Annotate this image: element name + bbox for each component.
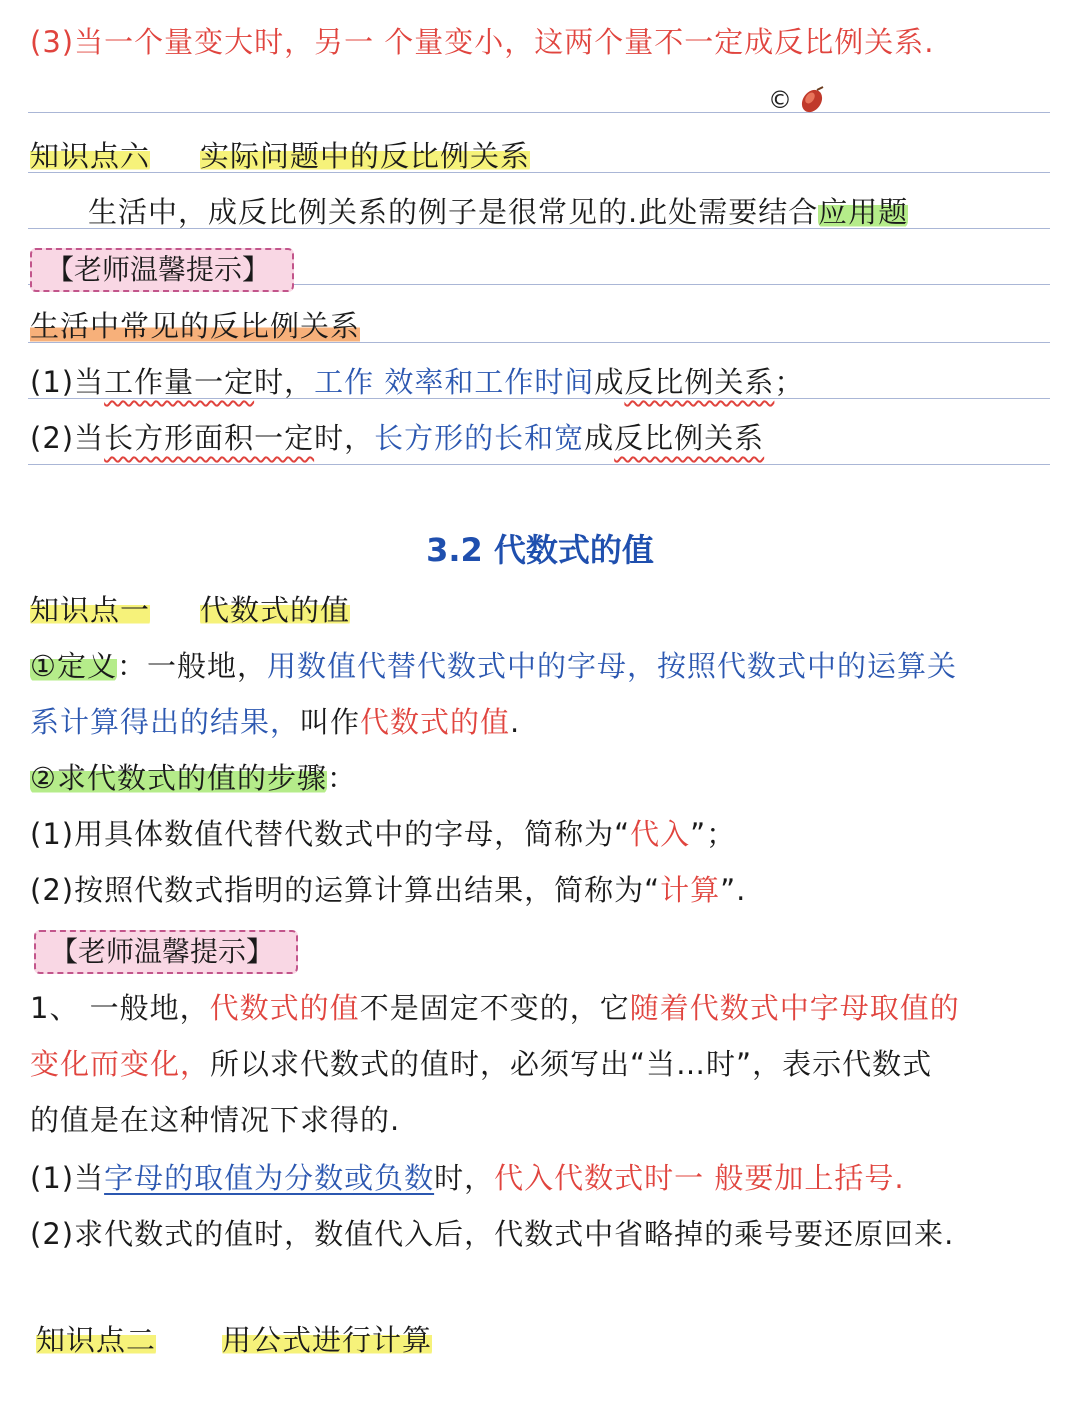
common-examples-heading (30, 306, 1050, 346)
teacher-tip-box-2 (34, 930, 298, 974)
kp6-intro-highlight: 应用题 (818, 195, 909, 229)
tip2-text: 所以求代数式的值时，必须写出“当…时”，表示代数式 (210, 1047, 933, 1081)
kp2-label: 知识点二 (36, 1323, 157, 1357)
copyright-icon: © (768, 86, 792, 114)
tip4-prefix: (1)当 (30, 1161, 105, 1195)
step2-text: (2)按照代数式指明的运算计算出结果，简称为“ (30, 873, 661, 907)
tip-line-3: 的值是在这种情况下求得的. (30, 1103, 401, 1137)
tip1-term: 代数式的值 (209, 991, 360, 1025)
point-3-text: (3)当一个量变大时，另一 个量变小，这两个量不一定成反比例关系. (30, 25, 935, 59)
kp1-title: 代数式的值 (200, 593, 351, 627)
step-2 (30, 870, 1050, 910)
kp6-label: 知识点六 (30, 139, 151, 173)
definition-intro: 一般地， (147, 649, 268, 683)
definition-colon: ： (117, 649, 148, 683)
step-1 (30, 814, 1050, 854)
ex2-cheng: 成 (584, 421, 615, 455)
ex2-when: 时， (314, 421, 375, 455)
section-title: 3.2 代数式的值 (426, 531, 654, 569)
ex1-when: 时， (254, 365, 315, 399)
step2-end: ”. (720, 873, 747, 907)
tip4-condition: 字母的取值为分数或负数 (104, 1161, 435, 1195)
definition-term: 代数式的值 (360, 705, 511, 739)
ruled-line (28, 112, 1050, 113)
definition-called: 叫作 (300, 705, 361, 739)
step1-end: ”； (690, 817, 737, 851)
tip4-when: 时， (434, 1161, 495, 1195)
steps-colon: ： (327, 761, 358, 795)
kp1-label: 知识点一 (30, 593, 151, 627)
kp6-title: 实际问题中的反比例关系 (200, 139, 531, 173)
ex1-relation: 反比例关系 (624, 365, 775, 399)
common-examples-label: 生活中常见的反比例关系 (30, 309, 361, 343)
definition-body: 用数值代替代数式中的字母，按照代数式中的运算关 (267, 649, 958, 683)
tip1-middle: 不是固定不变的，它 (359, 991, 630, 1025)
teacher-tip-label: 【老师温馨提示】 (46, 253, 271, 286)
steps-label: ②求代数式的值的步骤 (30, 761, 327, 795)
tip1-emphasis: 随着代数式中字母取值的 (629, 991, 960, 1025)
tip-line-5: (2)求代数式的值时，数值代入后，代数式中省略掉的乘号要还原回来. (30, 1217, 955, 1251)
ex1-prefix: (1)当 (30, 365, 105, 399)
example-1 (30, 362, 1050, 402)
ex1-quantities: 工作 效率和工作时间 (314, 365, 595, 399)
steps-heading (30, 758, 1050, 798)
tip-line-1 (30, 988, 1050, 1028)
definition-line-1 (30, 646, 1050, 686)
definition-period: . (510, 705, 521, 739)
step1-keyword: 代入 (630, 817, 691, 851)
definition-body-cont: 系计算得出的结果， (30, 705, 301, 739)
example-2 (30, 418, 1050, 458)
tip-line-2 (30, 1044, 1050, 1084)
teacher-tip-box (30, 248, 294, 292)
ex2-quantities: 长方形的长和宽 (374, 421, 585, 455)
tip2-emphasis: 变化而变化， (30, 1047, 211, 1081)
knowledge-point-1-heading (30, 590, 1050, 630)
ex1-end: ； (774, 365, 805, 399)
kp6-intro (88, 192, 1050, 232)
tip4-rule: 代入代数式时一 般要加上括号. (494, 1161, 905, 1195)
copyright-sticker (768, 86, 828, 116)
ex2-prefix: (2)当 (30, 421, 105, 455)
step1-text: (1)用具体数值代替代数式中的字母，简称为“ (30, 817, 631, 851)
knowledge-point-6-heading (30, 136, 1050, 176)
ex1-cheng: 成 (594, 365, 625, 399)
teacher-tip-label-2: 【老师温馨提示】 (50, 935, 275, 968)
definition-label: ①定义 (30, 649, 117, 683)
kp2-title: 用公式进行计算 (222, 1323, 433, 1357)
step2-keyword: 计算 (660, 873, 721, 907)
kp6-intro-text: 生活中，成反比例关系的例子是很常见的.此处需要结合 (88, 195, 819, 229)
knowledge-point-2-heading (36, 1320, 1050, 1360)
sweet-potato-icon (797, 86, 827, 114)
tip1-intro: 1、 一般地， (30, 991, 210, 1025)
ex1-condition: 工作量一定 (104, 365, 255, 399)
ex2-condition: 长方形面积一定 (104, 421, 315, 455)
ruled-line (28, 464, 1050, 465)
ex2-relation: 反比例关系 (614, 421, 765, 455)
definition-line-2 (30, 702, 1050, 742)
tip-line-4 (30, 1158, 1050, 1198)
